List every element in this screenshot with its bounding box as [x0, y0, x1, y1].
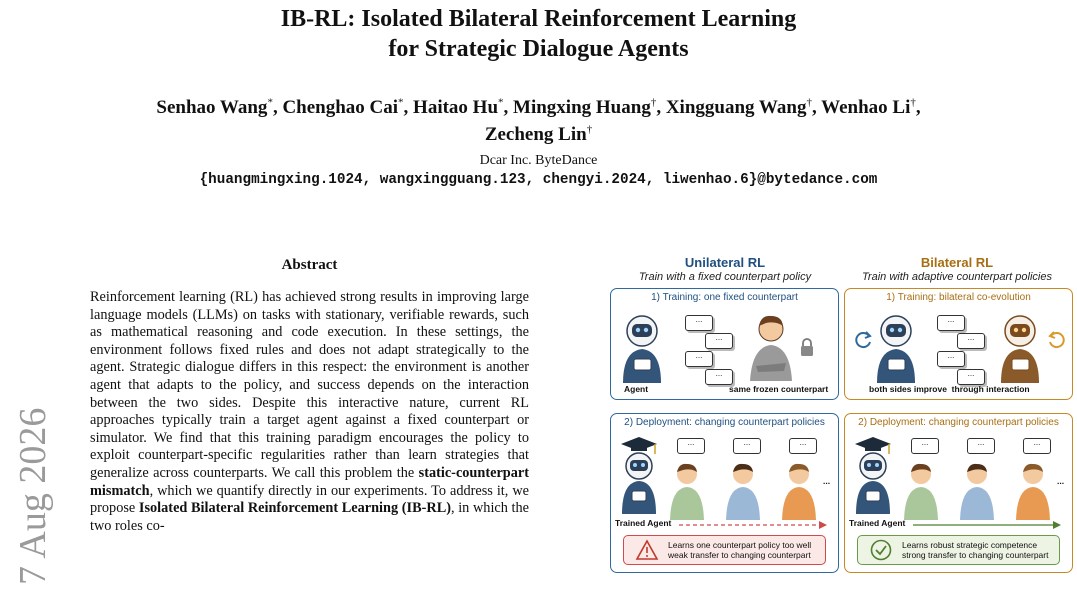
human-counterpart-icon [746, 311, 796, 381]
chat-bubble-icon: ... [937, 351, 965, 367]
unilateral-result-text: Learns one counterpart policy too well weak transfer to changing counterpart [668, 540, 812, 560]
author-list [0, 91, 1077, 120]
chat-bubble-icon: ... [1023, 438, 1051, 454]
bilateral-result-text: Learns robust strategic competence strong transfer to changing counterpart [902, 540, 1049, 560]
agent-label: Agent [624, 384, 649, 394]
cycle-arrow-icon [853, 329, 873, 349]
lock-icon [799, 337, 815, 357]
unilateral-training-panel [610, 288, 839, 400]
person-thumbs-up-icon [957, 460, 997, 520]
author-list-line2 [0, 118, 1077, 147]
unilateral-result-box [623, 535, 826, 565]
chat-bubble-icon: ... [911, 438, 939, 454]
check-circle-icon [870, 539, 892, 561]
unilateral-title: Unilateral RL [684, 255, 766, 270]
solid-arrow-icon [913, 520, 1063, 530]
chat-bubble-icon: ... [705, 369, 733, 385]
frozen-counterpart-label: same frozen counterpart [729, 384, 829, 394]
graduate-robot-icon [617, 434, 661, 514]
author-emails: {huangmingxing.1024, wangxingguang.123, chengyi.2024, liwenhao.6}@bytedance.com [199, 172, 878, 188]
author: Haitao Hu*, [413, 97, 514, 119]
chat-bubble-icon: ... [677, 438, 705, 454]
term-static-counterpart: static-counterpart mismatch [90, 464, 529, 499]
person-arms-crossed-icon [779, 460, 819, 520]
trained-agent-label: Trained Agent [849, 518, 906, 528]
abstract-body: Reinforcement learning (RL) has achieved strong results in improving large language models (LLMs) on tasks with stationary, verifiable rewards, such as mathematical reasoning and code execution. In these settings, the environment follows fixed rules and does not adapt strategically to the agent. Strategic dialogue differs in this respect: the environment is another agent that adapts to the policy, and success depends on the interaction between the two sides. Despite this interactive nature, current RL approaches typically train a target agent against a fixed counterpart or simulator. We find that this training paradigm encourages the policy to exploit counterpart-specific regularities rather than learn strategies that generalize across counterparts. We call this problem the static-counterpart mismatch, which we quantify directly in our experiments. To address it, we propose Isolated Bilateral Reinforcement Learning (IB-RL), in which the two roles co- [90, 289, 529, 534]
chat-bubble-icon: ... [957, 369, 985, 385]
bilateral-deploy-title: 2) Deployment: changing counterpart policies [858, 417, 1059, 428]
unilateral-training-title: 1) Training: one fixed counterpart [651, 292, 798, 303]
graduate-robot-icon [851, 434, 895, 514]
chat-bubble-icon: ... [789, 438, 817, 454]
more-counterparts-ellipsis: ... [1057, 476, 1065, 486]
figure-unilateral-vs-bilateral [580, 250, 1077, 606]
unilateral-deployment-panel [610, 413, 839, 573]
bilateral-deployment-panel [844, 413, 1073, 573]
chat-bubble-icon: ... [705, 333, 733, 349]
author: Xingguang Wang†, [665, 97, 822, 119]
unilateral-subtitle: Train with a fixed counterpart policy [638, 271, 812, 283]
affiliation: Dcar Inc. ByteDance [479, 153, 598, 168]
paper-title-line2: for Strategic Dialogue Agents [388, 36, 689, 62]
chat-bubble-icon: ... [957, 333, 985, 349]
robot-agent-icon [871, 311, 921, 383]
dashed-arrow-icon [679, 520, 829, 530]
person-confused-icon [667, 460, 707, 520]
chat-bubble-icon: ... [937, 315, 965, 331]
robot-counterpart-icon [995, 311, 1045, 383]
unilateral-deploy-title: 2) Deployment: changing counterpart policies [624, 417, 825, 428]
cycle-arrow-icon [1047, 329, 1067, 349]
co-evolution-caption: both sides improve through interaction [869, 384, 1030, 394]
person-thinking-icon [723, 460, 763, 520]
more-counterparts-ellipsis: ... [823, 476, 831, 486]
bilateral-result-box [857, 535, 1060, 565]
term-ibrl: Isolated Bilateral Reinforcement Learning (IB-RL) [138, 500, 451, 517]
paper-title-line1: IB-RL: Isolated Bilateral Reinforcement Learning [280, 6, 797, 32]
warning-icon [636, 540, 658, 560]
abstract-heading: Abstract [281, 257, 338, 273]
chat-bubble-icon: ... [733, 438, 761, 454]
robot-agent-icon [617, 311, 667, 383]
bilateral-training-title: 1) Training: bilateral co-evolution [886, 292, 1031, 303]
person-calm-icon [901, 460, 941, 520]
author: Chenghao Cai*, [282, 97, 414, 119]
person-listening-icon [1013, 460, 1053, 520]
arxiv-stamp: 7 Aug 2026 [12, 407, 54, 585]
author: Senhao Wang*, [156, 97, 283, 119]
chat-bubble-icon: ... [967, 438, 995, 454]
trained-agent-label: Trained Agent [615, 518, 672, 528]
author: Mingxing Huang†, [513, 97, 666, 119]
author: Zecheng Lin† [484, 124, 593, 146]
author: Wenhao Li†, [821, 97, 921, 119]
bilateral-subtitle: Train with adaptive counterpart policies [862, 271, 1052, 283]
bilateral-training-panel [844, 288, 1073, 400]
chat-bubble-icon: ... [685, 315, 713, 331]
chat-bubble-icon: ... [685, 351, 713, 367]
bilateral-title: Bilateral RL [920, 255, 994, 270]
